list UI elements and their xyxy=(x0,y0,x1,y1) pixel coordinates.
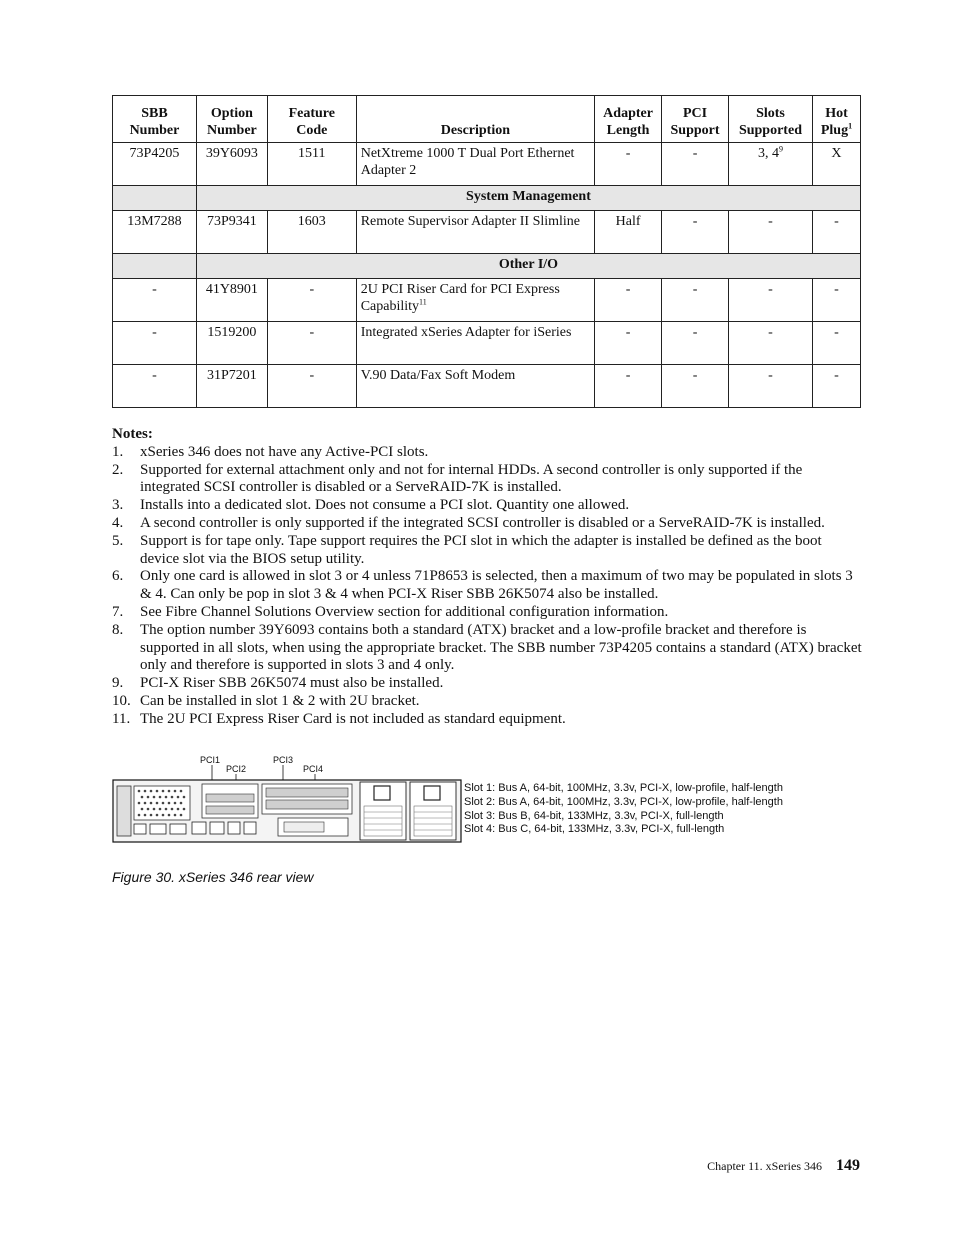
table-row xyxy=(113,322,861,365)
slot-descriptions xyxy=(464,782,783,837)
cell-slots: - xyxy=(729,211,813,254)
cell-hot-plug: - xyxy=(812,322,860,365)
table-row xyxy=(113,211,861,254)
cell-pci: - xyxy=(662,211,729,254)
section-row xyxy=(113,254,861,279)
cell-feature: 1603 xyxy=(267,211,356,254)
cell-option: 73P9341 xyxy=(196,211,267,254)
cell-pci: - xyxy=(662,143,729,186)
server-rear-illustration xyxy=(112,754,464,849)
chapter-label: Chapter 11. xSeries 346 xyxy=(707,1159,822,1173)
page-footer xyxy=(707,1157,860,1175)
cell-pci: - xyxy=(662,322,729,365)
cell-hot-plug: - xyxy=(812,365,860,408)
cell-length: - xyxy=(595,143,662,186)
cell-sbb: - xyxy=(113,365,197,408)
cell-slots: - xyxy=(729,365,813,408)
table-header-row xyxy=(113,96,861,143)
rear-ports xyxy=(134,822,256,834)
col-header: Slots Supported xyxy=(729,96,813,143)
cell-feature: - xyxy=(267,365,356,408)
cell-sbb: 13M7288 xyxy=(113,211,197,254)
slot-1-text: Slot 1: Bus A, 64-bit, 100MHz, 3.3v, PCI-X, low-profile, half-length xyxy=(464,782,783,794)
note-item: 5. Support is for tape only. Tape support requires the PCI slot in which the adapter is installed be defined as the boot device slot via the BIOS setup utility. xyxy=(112,532,822,567)
col-header: PCI Support xyxy=(662,96,729,143)
cell-length: - xyxy=(595,279,662,322)
note-item: 1. xSeries 346 does not have any Active-PCI slots. xyxy=(112,443,429,460)
section-title: Other I/O xyxy=(196,254,860,279)
cell-description: NetXtreme 1000 T Dual Port Ethernet Adapter 2 xyxy=(356,143,594,186)
notes-list xyxy=(112,444,862,729)
col-header: Adapter Length xyxy=(595,96,662,143)
slot-3-text: Slot 3: Bus B, 64-bit, 133MHz, 3.3v, PCI-X, full-length xyxy=(464,809,724,822)
adapter-table xyxy=(112,95,861,408)
cell-option: 39Y6093 xyxy=(196,143,267,186)
pci2-label: PCI2 xyxy=(226,764,247,774)
pci1-label: PCI1 xyxy=(200,755,221,765)
cell-option: 41Y8901 xyxy=(196,279,267,322)
cell-option: 1519200 xyxy=(196,322,267,365)
cell-slots: 3, $4^9$ xyxy=(729,143,813,186)
cell-slots: - xyxy=(729,322,813,365)
note-item: 4. A second controller is only supported if the integrated SCSI controller is disabled or a ServeRAID-7K is installed. xyxy=(112,514,825,531)
cell-pci: - xyxy=(662,279,729,322)
note-item: 3. Installs into a dedicated slot. Does not consume a PCI slot. Quantity one allowed. xyxy=(112,497,630,514)
cell-feature: - xyxy=(267,322,356,365)
page-number: 149 xyxy=(836,1157,860,1174)
cell-feature: 1511 xyxy=(267,143,356,186)
col-header: Option Number xyxy=(196,96,267,143)
note-item: 11. The 2U PCI Express Riser Card is not included as standard equipment. xyxy=(112,710,566,727)
pci4-label: PCI4 xyxy=(303,764,324,774)
cell-feature: - xyxy=(267,279,356,322)
cell-hot-plug: - xyxy=(812,279,860,322)
cell-hot-plug: - xyxy=(812,211,860,254)
note-item: 6. Only one card is allowed in slot 3 or 4 unless 71P8653 is selected, then a maximum of two may be populated in slots 3 & 4. Can only be pop in slot 3 & 4 when PCI-X Riser SBB 26K5074 also be installed. xyxy=(112,568,853,603)
note-item: 10. Can be installed in slot 1 & 2 with 2U bracket. xyxy=(112,692,420,709)
table-row xyxy=(113,365,861,408)
cell-sbb: - xyxy=(113,279,197,322)
note-item: 2. Supported for external attachment only and not for internal HDDs. A second controller is only supported if the integrated SCSI controller is disabled or a ServeRAID-7K is installed. xyxy=(112,461,803,496)
vent-grid-icon xyxy=(134,786,190,820)
col-header-hot-plug: Hot Plug$^1$ xyxy=(812,96,860,143)
note-item: 8. The option number 39Y6093 contains both a standard (ATX) bracket and a low-profile bracket and therefore is supported in all slots, when using the appropriate bracket. The SBB number 73P4205 contains a standard (ATX) bracket only and therefore is supported in slots 3 and 4 only. xyxy=(112,621,862,674)
cell-sbb: - xyxy=(113,322,197,365)
cell-pci: - xyxy=(662,365,729,408)
cell-sbb: 73P4205 xyxy=(113,143,197,186)
note-item: 9. PCI-X Riser SBB 26K5074 must also be installed. xyxy=(112,675,444,692)
col-header: Feature Code xyxy=(267,96,356,143)
cell-description: 2U PCI Riser Card for PCI Express Capability$^{11}$ xyxy=(356,279,594,322)
cell-length: - xyxy=(595,322,662,365)
cell-description: Remote Supervisor Adapter II Slimline xyxy=(356,211,594,254)
slot-4-text: Slot 4: Bus C, 64-bit, 133MHz, 3.3v, PCI-X, full-length xyxy=(464,823,725,836)
cell-description: Integrated xSeries Adapter for iSeries xyxy=(356,322,594,365)
pci3-label: PCI3 xyxy=(273,755,294,765)
slot-2-text: Slot 2: Bus A, 64-bit, 100MHz, 3.3v, PCI-X, low-profile, half-length xyxy=(464,795,783,808)
notes-title: Notes: xyxy=(112,426,153,442)
cell-option: 31P7201 xyxy=(196,365,267,408)
cell-length: Half xyxy=(595,211,662,254)
cell-slots: - xyxy=(729,279,813,322)
notes-section xyxy=(112,426,862,729)
cell-length: - xyxy=(595,365,662,408)
section-row xyxy=(113,186,861,211)
rear-view-figure xyxy=(112,754,812,849)
section-title: System Management xyxy=(196,186,860,211)
figure-caption: Figure 30. xSeries 346 rear view xyxy=(112,869,314,885)
note-item: 7. See Fibre Channel Solutions Overview section for additional configuration information. xyxy=(112,603,669,620)
cell-hot-plug: X xyxy=(812,143,860,186)
col-header: Description xyxy=(356,96,594,143)
col-header: SBB Number xyxy=(113,96,197,143)
table-row xyxy=(113,279,861,322)
table-row xyxy=(113,143,861,186)
cell-description: V.90 Data/Fax Soft Modem xyxy=(356,365,594,408)
